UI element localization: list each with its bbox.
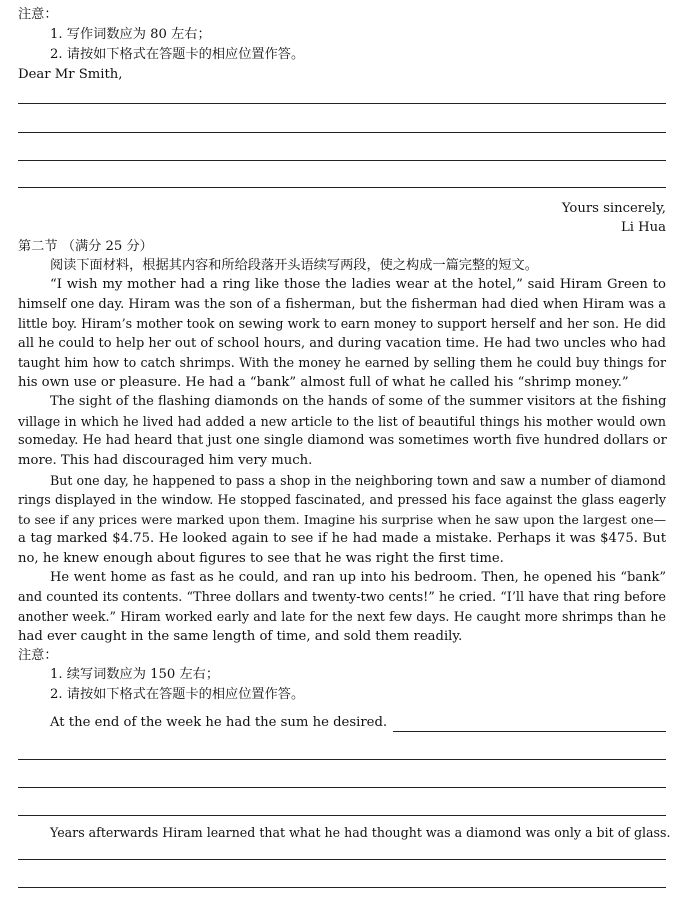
answer-line[interactable] xyxy=(18,859,666,860)
passage-line: village in which he lived had added a new article to the list of beautiful things his mother would own xyxy=(18,414,666,429)
answer-line[interactable] xyxy=(18,160,666,161)
note-item: 2. 请按如下格式在答题卡的相应位置作答。 xyxy=(50,47,305,62)
note-item: 2. 请按如下格式在答题卡的相应位置作答。 xyxy=(50,687,305,702)
passage-line: another week.” Hiram worked early and late for the next few days. He caught more shrimps than he xyxy=(18,609,666,624)
answer-line[interactable] xyxy=(18,187,666,188)
answer-line[interactable] xyxy=(393,731,666,732)
passage-line: someday. He had heard that just one single diamond was sometimes worth five hundred dollars or xyxy=(18,433,667,448)
answer-line[interactable] xyxy=(18,132,666,133)
section-heading: 第二节 （满分 25 分） xyxy=(18,239,153,254)
letter-closing: Yours sincerely, xyxy=(561,201,666,216)
notes-label: 注意： xyxy=(18,7,58,22)
passage-line: himself one day. Hiram was the son of a fisherman, but the fisherman had died when Hiram was a xyxy=(18,297,666,312)
passage-line: no, he knew enough about figures to see that he was right the first time. xyxy=(18,551,504,566)
answer-line[interactable] xyxy=(18,815,666,816)
passage-line: a tag marked $4.75. He looked again to see if he had made a mistake. Perhaps it was $475. But xyxy=(18,531,666,546)
paragraph-opener: At the end of the week he had the sum he desired. xyxy=(50,715,388,730)
passage-line: little boy. Hiram’s mother took on sewing work to earn money to support herself and her son. He did xyxy=(18,316,666,331)
answer-line[interactable] xyxy=(18,103,666,104)
answer-line[interactable] xyxy=(18,787,666,788)
letter-salutation: Dear Mr Smith, xyxy=(18,67,123,82)
passage-line: and counted its contents. “Three dollars and twenty-two cents!” he cried. “I’ll have that ring before xyxy=(18,590,666,605)
passage-line: more. This had discouraged him very much. xyxy=(18,453,313,468)
passage-line: But one day, he happened to pass a shop in the neighboring town and saw a number of diamond xyxy=(50,473,666,488)
answer-line[interactable] xyxy=(18,887,666,888)
letter-signature: Li Hua xyxy=(620,220,666,235)
passage-line: had ever caught in the same length of time, and sold them readily. xyxy=(18,629,463,644)
passage-line: The sight of the flashing diamonds on the hands of some of the summer visitors at the fishing xyxy=(50,394,667,409)
note-item: 1. 续写词数应为 150 左右； xyxy=(50,667,220,682)
note-item: 1. 写作词数应为 80 左右； xyxy=(50,27,211,42)
passage-line: all he could to help her out of school hours, and during vacation time. He had two uncles who had xyxy=(18,336,666,351)
passage-line: his own use or pleasure. He had a “bank” almost full of what he called his “shrimp money.” xyxy=(18,375,629,390)
passage-line: “I wish my mother had a ring like those the ladies wear at the hotel,” said Hiram Green to xyxy=(50,277,666,292)
passage-line: taught him how to catch shrimps. With the money he earned by selling them he could buy things for xyxy=(18,355,666,370)
passage-line: rings displayed in the window. He stopped fascinated, and pressed his face against the glass eagerly xyxy=(18,492,666,507)
instruction: 阅读下面材料，根据其内容和所给段落开头语续写两段，使之构成一篇完整的短文。 xyxy=(50,258,538,273)
paragraph-opener: Years afterwards Hiram learned that what he had thought was a diamond was only a bit of glass. xyxy=(50,825,671,840)
passage-line: to see if any prices were marked upon them. Imagine his surprise when he saw upon the largest one— xyxy=(18,512,666,527)
answer-line[interactable] xyxy=(18,759,666,760)
passage-line: He went home as fast as he could, and ran up into his bedroom. Then, he opened his “bank” xyxy=(50,570,666,585)
notes-label: 注意： xyxy=(18,648,58,663)
